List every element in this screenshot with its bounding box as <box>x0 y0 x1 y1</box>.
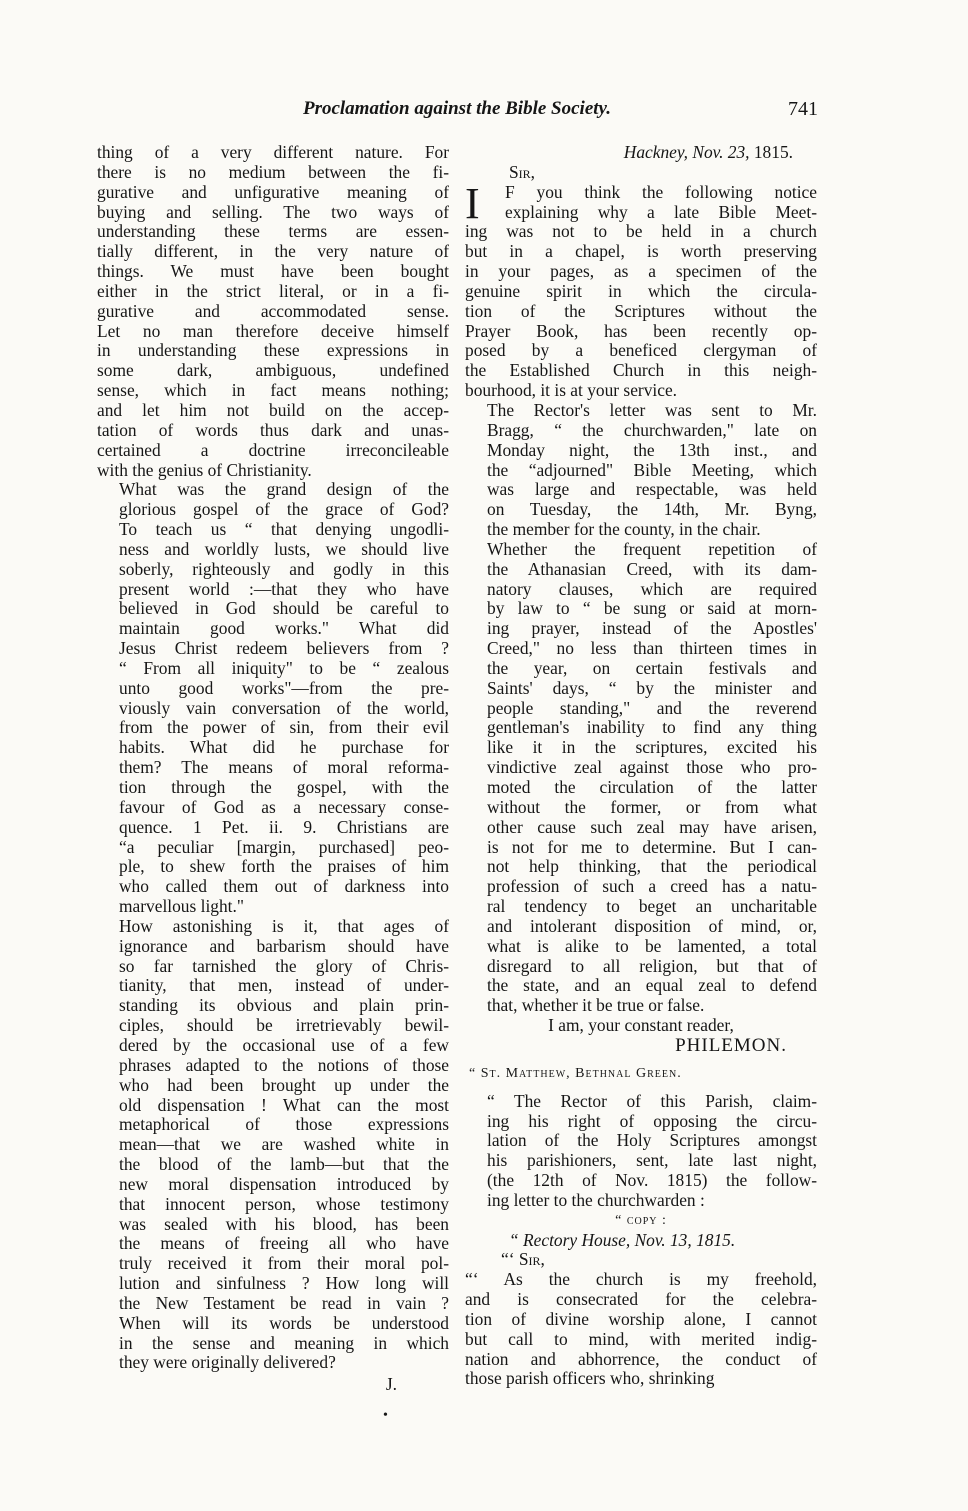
text-line: was sealed with his blood, has been <box>119 1214 449 1234</box>
letter-closing: I am, your constant reader, <box>548 1015 734 1036</box>
text-line: Jesus Christ redeem believers from ? <box>119 639 449 659</box>
text-line: the Established Church in this neigh- <box>465 361 817 381</box>
text-line: ple, to shew forth the praises of him <box>119 857 449 877</box>
text-line: explaining why a late Bible Meet- <box>505 202 817 222</box>
text-line: ciples, should be irretrievably bewil- <box>119 1016 449 1036</box>
right-paragraph-5 <box>465 1270 817 1389</box>
text-line: that innocent person, whose testimony <box>119 1194 449 1214</box>
running-header <box>96 98 818 128</box>
text-line: Creed," no less than thirteen times in <box>487 639 817 659</box>
text-line: Let no man therefore deceive himself <box>97 321 449 341</box>
text-line: ing prayer, instead of the Apostles' <box>487 619 817 639</box>
text-line: buying and selling. The two ways of <box>97 202 449 222</box>
text-line: his parishioners, sent, late last night, <box>487 1151 817 1171</box>
left-column <box>97 143 449 1395</box>
text-line: How astonishing is it, that ages of <box>119 916 449 936</box>
text-line: the New Testament be read in vain ? <box>119 1293 449 1313</box>
text-line: like it in the scriptures, excited his <box>487 738 817 758</box>
text-line: the “adjourned" Bible Meeting, which <box>487 460 817 480</box>
text-line: Prayer Book, has been recently op- <box>465 321 817 341</box>
text-line: tially different, in the very nature of <box>97 242 449 262</box>
text-line: ignorance and barbarism should have <box>119 936 449 956</box>
text-line: To teach us “ that denying ungodli- <box>119 520 449 540</box>
text-line: who had been brought up under the <box>119 1075 449 1095</box>
text-line: other cause such zeal may have arisen, <box>487 817 817 837</box>
text-line: bourhood, it is at your service. <box>465 381 678 401</box>
right-paragraph-2 <box>465 401 817 540</box>
text-line: ral tendency to beget an uncharitable <box>487 897 817 917</box>
text-line: gurative and accommodated sense. <box>97 301 449 321</box>
text-line: viously vain conversation of the world, <box>119 698 449 718</box>
drop-cap: I <box>465 178 480 228</box>
text-line: natory clauses, which are required <box>487 579 817 599</box>
text-line: them? The means of moral reforma- <box>119 758 449 778</box>
dateline-year: 1815. <box>753 142 793 162</box>
text-line: some dark, ambiguous, undefined <box>97 361 449 381</box>
text-line: on Tuesday, the 14th, Mr. Byng, <box>487 500 817 520</box>
text-line: ness and worldly lusts, we should live <box>119 539 449 559</box>
text-line: What was the grand design of the <box>119 480 449 500</box>
text-line: F you think the following notice <box>505 182 817 202</box>
text-line: but in a chapel, is worth preserving <box>465 242 817 262</box>
text-line: and is consecrated for the celebra- <box>465 1290 817 1310</box>
text-line: certained a doctrine irreconcileable <box>97 440 449 460</box>
text-line: “ The Rector of this Parish, claim- <box>487 1091 817 1111</box>
right-paragraph-4 <box>465 1092 817 1211</box>
text-line: lution and sinfulness ? How long will <box>119 1274 449 1294</box>
text-line: When will its words be understood <box>119 1313 449 1333</box>
text-line: the means of freeing all who have <box>119 1234 449 1254</box>
text-line: from the power of sin, from their evil <box>119 718 449 738</box>
church-heading: “ St. Matthew, Bethnal Green. <box>469 1065 682 1081</box>
text-line: unto good works"—from the pre- <box>119 678 449 698</box>
text-line: present world :—that they who have <box>119 579 449 599</box>
text-line: ing was not to be held in a church <box>465 222 817 242</box>
text-line: the year, on certain festivals and <box>487 658 817 678</box>
text-line: soberly, righteously and godly in this <box>119 559 449 579</box>
text-line: tion through the gospel, with the <box>119 778 449 797</box>
text-line: in understanding these expressions in <box>97 341 449 361</box>
text-line: that, whether it be true or false. <box>487 996 705 1016</box>
text-line: The Rector's letter was sent to Mr. <box>487 400 817 420</box>
text-line: believed in God should be careful to <box>119 599 449 619</box>
text-line: phrases adapted to the notions of those <box>119 1055 449 1075</box>
text-line: and let him not build on the accep- <box>97 400 449 420</box>
letter-signature: PHILEMON. <box>675 1034 787 1056</box>
text-line: nation and abhorrence, the conduct of <box>465 1349 817 1369</box>
left-signature: J. <box>385 1374 397 1395</box>
left-paragraph-3 <box>97 917 449 1373</box>
text-line: “‘ As the church is my freehold, <box>465 1270 817 1290</box>
text-line: gurative and unfigurative meaning of <box>97 182 449 202</box>
text-line: mean—that we are washed white in <box>119 1135 449 1155</box>
text-line: metaphorical of those expressions <box>119 1115 449 1135</box>
letter-salutation: Sir, <box>509 161 536 182</box>
text-line: in the sense and meaning in which <box>119 1333 449 1353</box>
text-line: sense, which in fact means nothing; <box>97 381 449 401</box>
right-paragraph-3 <box>465 540 817 1016</box>
text-line: ing his right of opposing the circu- <box>487 1111 817 1131</box>
text-line: there is no medium between the fi- <box>97 162 449 182</box>
text-line: (the 12th of Nov. 1815) the follow- <box>487 1171 817 1191</box>
text-line: who called them out of darkness into <box>119 877 449 897</box>
text-line: Bragg, “ the churchwarden," late on <box>487 420 817 440</box>
text-line: gentleman's inability to find any thing <box>487 718 817 738</box>
text-line: profession of such a creed has a natu- <box>487 877 817 897</box>
text-line: Whether the frequent repetition of <box>487 539 817 559</box>
text-line: habits. What did he purchase for <box>119 738 449 758</box>
text-line: genuine spirit in which the circula- <box>465 281 817 301</box>
text-line: tianity, that men, instead of under- <box>119 976 449 996</box>
text-line: the Athanasian Creed, with its dam- <box>487 559 817 579</box>
right-column <box>465 143 817 1389</box>
text-line: but call to mind, with merited indig- <box>465 1329 817 1349</box>
text-line: those parish officers who, shrinking <box>465 1369 715 1389</box>
text-line: not help thinking, that the periodical <box>487 857 817 877</box>
copy-label: “ copy : <box>615 1212 667 1228</box>
text-line: “a peculiar [margin, purchased] peo- <box>119 837 449 857</box>
text-line: the blood of the lamb—but that the <box>119 1155 449 1175</box>
text-line: quence. 1 Pet. ii. 9. Christians are <box>119 817 449 837</box>
text-line: ing letter to the churchwarden : <box>487 1190 705 1210</box>
text-line: understanding these terms are essen- <box>97 222 449 242</box>
text-line: disregard to all religion, but that of <box>487 956 817 976</box>
text-line: standing its obvious and plain prin- <box>119 996 449 1016</box>
text-line: the state, and an equal zeal to defend <box>487 976 817 996</box>
dateline-place: Hackney, Nov. 23, <box>623 142 750 162</box>
text-line: Saints' days, “ by the minister and <box>487 678 817 698</box>
text-line: old dispensation ! What can the most <box>119 1095 449 1115</box>
text-line: what is alike to be lamented, a total <box>487 936 817 956</box>
text-line: Monday night, the 13th inst., and <box>487 440 817 460</box>
text-line: thing of a very different nature. For <box>97 143 449 162</box>
text-line: the member for the county, in the chair. <box>487 520 761 540</box>
text-line: moted the circulation of the latter <box>487 778 817 797</box>
text-line: either in the strict literal, or in a fi- <box>97 281 449 301</box>
text-line: tion of divine worship alone, I cannot <box>465 1309 817 1329</box>
running-title: Proclamation against the Bible Society. <box>302 98 612 119</box>
text-line: marvellous light." <box>119 897 244 917</box>
printer-mark: • <box>383 1408 388 1423</box>
text-line: glorious gospel of the grace of God? <box>119 500 449 520</box>
text-line: favour of God as a necessary conse- <box>119 797 449 817</box>
left-paragraph-2 <box>97 480 449 917</box>
text-line: dered by the occasional use of a few <box>119 1035 449 1055</box>
rectory-dateline: “ Rectory House, Nov. 13, 1815. <box>509 1229 736 1250</box>
text-line: they were originally delivered? <box>119 1353 336 1373</box>
rectory-salutation: “‘ Sir, <box>501 1249 545 1270</box>
right-paragraph-1 <box>465 178 817 401</box>
text-line: in your pages, as a specimen of the <box>465 262 817 282</box>
text-line: is not for me to determine. But I can- <box>487 837 817 857</box>
text-line: with the genius of Christianity. <box>97 460 312 480</box>
text-line: truly received it from their moral pol- <box>119 1254 449 1274</box>
text-line: and intolerant disposition of mind, or, <box>487 916 817 936</box>
text-line: maintain good works." What did <box>119 619 449 639</box>
text-line: so far tarnished the glory of Chris- <box>119 956 449 976</box>
text-line: by law to “ be sung or said at morn- <box>487 599 817 619</box>
text-line: tation of words thus dark and unas- <box>97 420 449 440</box>
text-line: without the former, or from what <box>487 797 817 817</box>
text-line: “ From all iniquity" to be “ zealous <box>119 658 449 678</box>
text-line: people standing," and the reverend <box>487 698 817 718</box>
text-line: tion of the Scriptures without the <box>465 301 817 321</box>
text-line: posed by a beneficed clergyman of <box>465 341 817 361</box>
text-line: was large and respectable, was held <box>487 480 817 500</box>
letter-dateline <box>465 143 817 163</box>
page-number: 741 <box>788 98 818 120</box>
text-line: lation of the Holy Scriptures amongst <box>487 1131 817 1151</box>
left-paragraph-1 <box>97 143 449 480</box>
text-line: vindictive zeal against those who pro- <box>487 758 817 778</box>
text-line: things. We must have been bought <box>97 262 449 282</box>
text-line: new moral dispensation introduced by <box>119 1174 449 1194</box>
